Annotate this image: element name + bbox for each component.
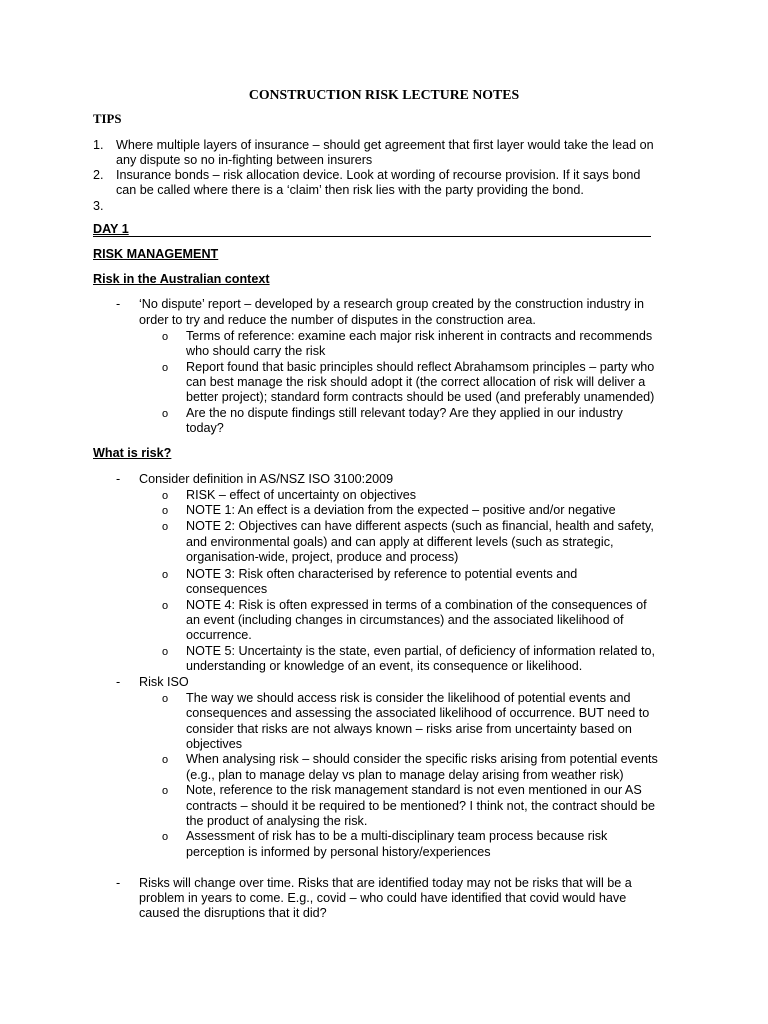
sub-point-line: NOTE 2: Objectives can have different aspects (such as financial, health and safety, — [186, 519, 654, 533]
circle-bullet: o — [162, 754, 169, 766]
tip-number: 3. — [93, 199, 104, 213]
sub-point-line: consequences — [186, 582, 268, 596]
day1-rule — [93, 236, 651, 237]
circle-bullet: o — [162, 646, 169, 658]
point-line: Risks will change over time. Risks that are identified today may not be risks that will be a — [139, 876, 632, 890]
risk-management-heading: RISK MANAGEMENT — [93, 247, 219, 261]
sub-point-line: today? — [186, 421, 224, 435]
tips-heading: TIPS — [93, 112, 122, 126]
sub-point-line: Assessment of risk has to be a multi-disciplinary team process because risk — [186, 829, 608, 843]
dash-bullet: - — [116, 675, 121, 689]
circle-bullet: o — [162, 600, 169, 612]
circle-bullet: o — [162, 521, 169, 533]
page-title: CONSTRUCTION RISK LECTURE NOTES — [248, 87, 520, 102]
tip-line: Insurance bonds – risk allocation device. Look at wording of recourse provision. If it says bond — [116, 168, 641, 182]
sub-point-line: consider that risks are not always known – risks arise from uncertainty based on — [186, 722, 632, 736]
sub-point-line: Terms of reference: examine each major risk inherent in contracts and recommends — [186, 329, 653, 343]
circle-bullet: o — [162, 569, 169, 581]
australian-context-heading: Risk in the Australian context — [93, 272, 270, 286]
sub-point-line: Note, reference to the risk management standard is not even mentioned in our AS — [186, 783, 642, 797]
point-line: Risk ISO — [139, 675, 189, 689]
sub-point-line: Are the no dispute findings still relevant today? Are they applied in our industry — [186, 406, 623, 420]
what-is-risk-heading: What is risk? — [93, 446, 172, 460]
sub-point-line: When analysing risk – should consider the specific risks arising from potential events — [186, 752, 658, 766]
point-line: caused the disruptions that it did? — [139, 906, 327, 920]
sub-point-line: NOTE 4: Risk is often expressed in terms of a combination of the consequences of — [186, 598, 647, 612]
sub-point-line: objectives — [186, 737, 243, 751]
sub-point-line: consequences and assessing the associated likelihood of occurrence. BUT need to — [186, 706, 650, 720]
sub-point-line: (e.g., plan to manage delay vs plan to manage delay arising from weather risk) — [186, 768, 624, 782]
sub-point-line: organisation-wide, project, produce and process) — [186, 550, 459, 564]
sub-point-line: understanding or knowledge of an event, its consequence or likelihood. — [186, 659, 583, 673]
circle-bullet: o — [162, 693, 169, 705]
tip-number: 2. — [93, 168, 104, 182]
dash-bullet: - — [116, 876, 121, 890]
dash-bullet: - — [116, 297, 121, 311]
day1-heading: DAY 1 — [93, 222, 129, 236]
dash-bullet: - — [116, 472, 121, 486]
tip-number: 1. — [93, 138, 104, 152]
tip-line: can be called where there is a ‘claim’ then risk lies with the party providing the bond. — [116, 183, 584, 197]
tip-line: Where multiple layers of insurance – should get agreement that first layer would take the lead on — [116, 138, 654, 152]
sub-point-line: Report found that basic principles should reflect Abrahamsom principles – party who — [186, 360, 655, 374]
sub-point-line: can best manage the risk should adopt it (the correct allocation of risk will deliver a — [186, 375, 646, 389]
sub-point-line: RISK – effect of uncertainty on objectives — [186, 488, 417, 502]
point-line: ‘No dispute’ report – developed by a research group created by the construction industry in — [139, 297, 644, 311]
sub-point-line: NOTE 3: Risk often characterised by reference to potential events and — [186, 567, 578, 581]
point-line: problem in years to come. E.g., covid – who could have identified that covid would have — [139, 891, 627, 905]
circle-bullet: o — [162, 362, 169, 374]
sub-point-line: NOTE 1: An effect is a deviation from the expected – positive and/or negative — [186, 503, 616, 517]
circle-bullet: o — [162, 490, 169, 502]
sub-point-line: who should carry the risk — [186, 344, 326, 358]
circle-bullet: o — [162, 408, 169, 420]
circle-bullet: o — [162, 831, 169, 843]
point-line: order to try and reduce the number of disputes in the construction area. — [139, 313, 536, 327]
point-line: Consider definition in AS/NSZ ISO 3100:2009 — [139, 472, 394, 486]
sub-point-line: occurrence. — [186, 628, 252, 642]
sub-point-line: an event (including changes in circumstances) and the associated likelihood of — [186, 613, 624, 627]
circle-bullet: o — [162, 331, 169, 343]
sub-point-line: the product of analysing the risk. — [186, 814, 368, 828]
sub-point-line: and environmental goals) and can apply at different levels (such as strategic, — [186, 535, 614, 549]
tip-line: any dispute so no in-fighting between insurers — [116, 153, 373, 167]
circle-bullet: o — [162, 785, 169, 797]
circle-bullet: o — [162, 505, 169, 517]
sub-point-line: perception is informed by personal history/experiences — [186, 845, 491, 859]
sub-point-line: The way we should access risk is consider the likelihood of potential events and — [186, 691, 631, 705]
sub-point-line: contracts – should it be required to be mentioned? I think not, the contract should be — [186, 799, 656, 813]
sub-point-line: NOTE 5: Uncertainty is the state, even partial, of deficiency of information related to, — [186, 644, 655, 658]
sub-point-line: better project); standard form contracts should be used (and preferably unamended) — [186, 390, 655, 404]
